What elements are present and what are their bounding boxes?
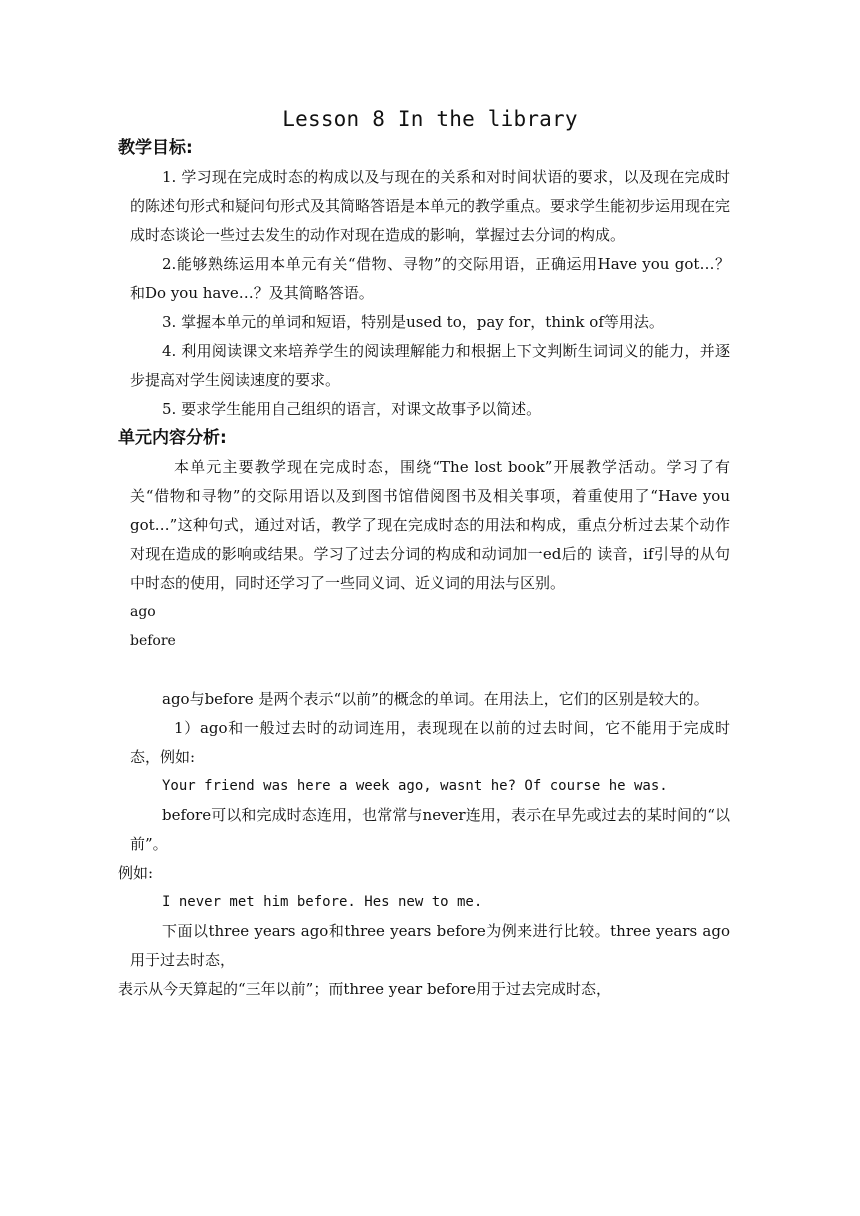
objective-item-2: 2.能够熟练运用本单元有关“借物、寻物”的交际用语，正确运用Have you got…？ 和Do you have…？及其简略答语。: [130, 255, 730, 302]
document-page: [118, 104, 731, 1004]
last-line: 表示从今天算起的“三年以前”；而three year before用于过去完成时态，: [118, 980, 612, 998]
compare-paragraph: 下面以three years ago和three years before为例来进行比较。three years ago用于过去时态，: [130, 922, 730, 969]
intro-paragraph: ago与before 是两个表示“以前”的概念的单词。在用法上，它们的区别是较大的。: [162, 690, 709, 708]
objective-item-1: 1. 学习现在完成时态的构成以及与现在的关系和对时间状语的要求，以及现在完成时 的陈述句形式和疑问句形式及其简略答语是本单元的教学重点。要求学生能初步运用现在完 成时态谈论一些过去发生的动作对现在造成的影响，掌握过去分词的构成。: [130, 168, 731, 244]
objective-item-5: 5. 要求学生能用自己组织的语言，对课文故事予以简述。: [162, 400, 542, 418]
objective-item-3: 3. 掌握本单元的单词和短语，特别是used to，pay for，think of等用法。: [162, 313, 664, 331]
point-2-paragraph: before可以和完成时态连用，也常常与never连用，表示在早先或过去的某时间的“以前”。: [130, 806, 730, 853]
word-ago: ago: [130, 604, 156, 620]
point-1-paragraph: 1）ago和一般过去时的动词连用，表现现在以前的过去时间，它不能用于完成时态，例如:: [130, 719, 730, 766]
blank-line: [130, 656, 730, 685]
section-heading-objectives: 教学目标:: [118, 138, 193, 158]
document-title: Lesson 8 In the library: [282, 107, 578, 131]
objective-item-4: 4. 利用阅读课文来培养学生的阅读理解能力和根据上下文判断生词词义的能力，并逐 步提高对学生阅读速度的要求。: [130, 342, 730, 389]
analysis-paragraph: 本单元主要教学现在完成时态，围绕“The lost book”开展教学活动。学习了有关“借物和寻物”的交际用语以及到图书馆借阅图书及相关事项，着重使用了“Have you got…”这种句式，通过对话，教学了现在完成时态的用法和构成，重点分析过去某个动作对现在造成的影响或结果。学习了过去分词的构成和动词加一ed后的 读音，if引导的从句中时态的使用，同时还学习了一些同义词、近义词的用法与区别。: [130, 458, 730, 592]
example-sentence-2: I never met him before. Hes new to me.: [162, 894, 483, 910]
section-heading-analysis: 单元内容分析:: [118, 428, 227, 448]
example-sentence-1: Your friend was here a week ago, wasnt he? Of course he was.: [162, 778, 668, 794]
word-before: before: [130, 633, 176, 649]
example-label: 例如:: [118, 864, 154, 882]
